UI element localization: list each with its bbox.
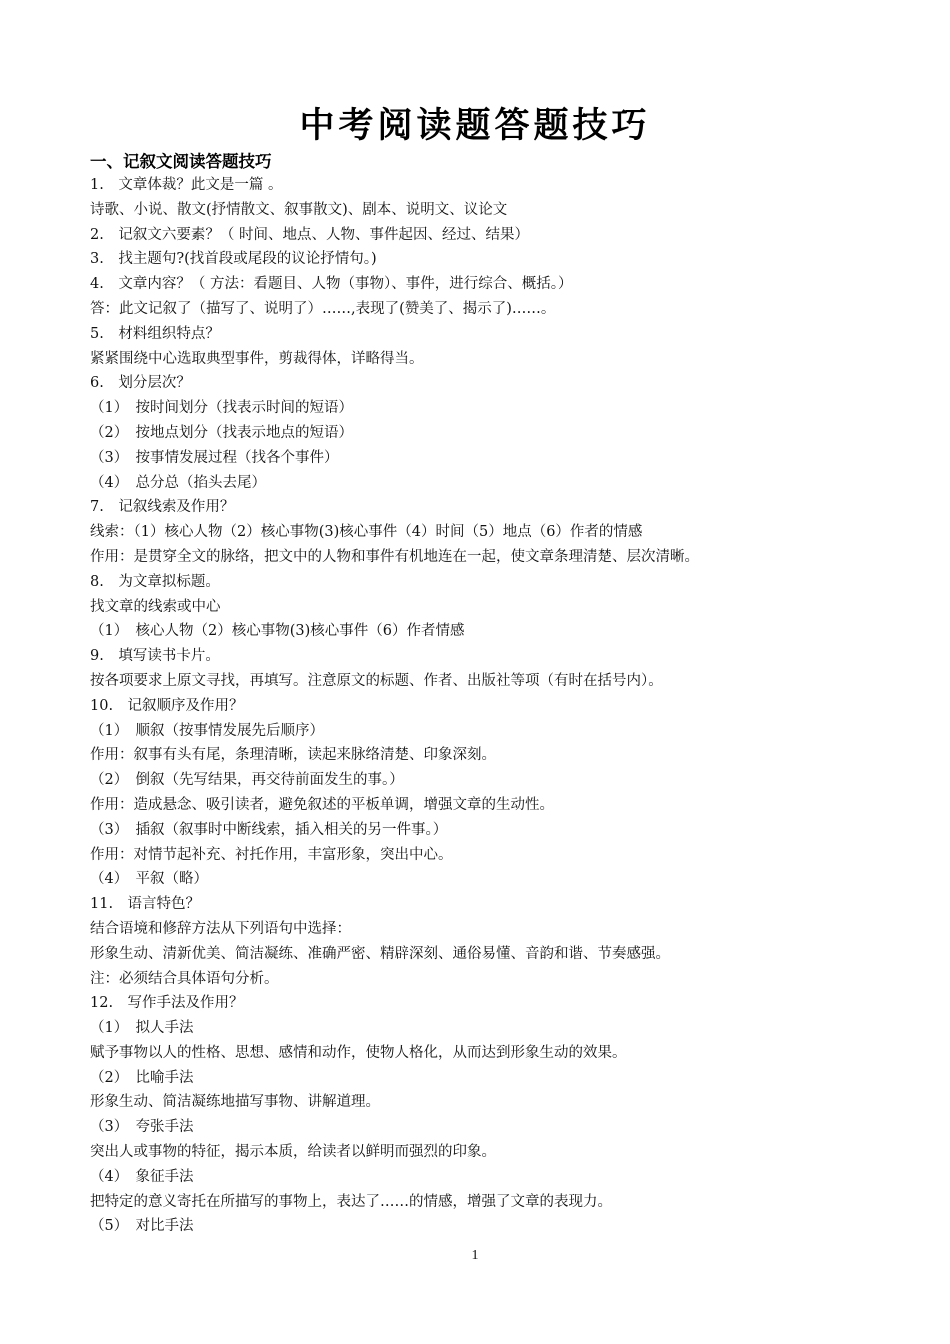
text-line: （4） 平叙（略） [90,871,208,888]
text-line: 1. 文章体裁？此文是一篇 。 [90,177,283,193]
document-title: 中考阅读题答题技巧 [299,105,651,146]
text-line: 紧紧围绕中心选取典型事件，剪裁得体，详略得当。 [90,350,424,367]
text-line: （1） 按时间划分（找表示时间的短语） [90,400,353,417]
text-line: 赋予事物以人的性格、思想、感情和动作，使物人格化，从而达到形象生动的效果。 [90,1044,627,1061]
text-line: 4. 文章内容？（ 方法：看题目、人物（事物）、事件，进行综合、概括。） [90,276,573,293]
text-line: 注：必须结合具体语句分析。 [90,970,279,987]
text-line: 把特定的意义寄托在所描写的事物上，表达了……的情感，增强了文章的表现力。 [90,1193,612,1210]
text-line: 作用：是贯穿全文的脉络，把文中的人物和事件有机地连在一起，使文章条理清楚、层次清晰。 [90,548,699,565]
text-line: 6. 划分层次？ [90,375,191,392]
page-number: 1 [471,1248,479,1263]
text-line: （2） 比喻手法 [90,1069,194,1086]
text-line: 作用：叙事有头有尾，条理清晰，读起来脉络清楚、印象深刻。 [90,747,496,764]
text-line: 5. 材料组织特点？ [90,325,220,342]
text-line: 3. 找主题句?(找首段或尾段的议论抒情句。) [90,251,377,268]
text-line: （2） 按地点划分（找表示地点的短语） [90,424,353,441]
text-line: （3） 按事情发展过程（找各个事件） [90,449,339,466]
text-line: （4） 总分总（掐头去尾） [90,474,266,491]
text-line: 作用：造成悬念、吸引读者，避免叙述的平板单调，增强文章的生动性。 [90,796,554,813]
text-line: 11. 语言特色？ [90,896,201,913]
text-line: （1） 顺叙（按事情发展先后顺序） [90,722,324,739]
text-line: （1） 核心人物（2）核心事物(3)核心事件（6）作者情感 [90,623,465,640]
content-lines [90,173,890,1239]
text-line: 形象生动、清新优美、简洁凝练、准确严密、精辟深刻、通俗易懂、音韵和谐、节奏感强。 [90,945,670,962]
text-line: 12. 写作手法及作用？ [90,995,244,1012]
text-line: 8. 为文章拟标题。 [90,573,220,590]
text-line: （4） 象征手法 [90,1168,194,1185]
text-line: 10. 记叙顺序及作用？ [90,697,244,714]
text-line: 找文章的线索或中心 [90,598,221,615]
text-line: （3） 夸张手法 [90,1119,194,1136]
text-line: 7. 记叙线索及作用？ [90,499,235,516]
text-line: 突出人或事物的特征，揭示本质，给读者以鲜明而强烈的印象。 [90,1144,496,1161]
text-line: 诗歌、小说、散文(抒情散文、叙事散文)、剧本、说明文、议论文 [90,201,508,218]
text-line: 形象生动、简洁凝练地描写事物、讲解道理。 [90,1094,380,1111]
text-line: （3） 插叙（叙事时中断线索，插入相关的另一件事。） [90,821,448,838]
text-line: 9. 填写读书卡片。 [90,648,220,665]
text-line: 结合语境和修辞方法从下列语句中选择： [90,920,351,937]
text-line: 2. 记叙文六要素？（ 时间、地点、人物、事件起因、经过、结果） [90,226,529,243]
text-line: 作用：对情节起补充、衬托作用，丰富形象，突出中心。 [90,846,453,863]
section-heading: 一、记叙文阅读答题技巧 [90,152,272,171]
text-line: （1） 拟人手法 [90,1020,194,1037]
text-line: （2） 倒叙（先写结果，再交待前面发生的事。） [90,772,404,789]
text-line: 答：此文记叙了（描写了、说明了）……,表现了(赞美了、揭示了)……。 [90,300,556,317]
text-line: 按各项要求上原文寻找，再填写。注意原文的标题、作者、出版社等项（有时在括号内）。 [90,672,663,689]
text-line: （5） 对比手法 [90,1218,194,1235]
text-line: 线索：（1）核心人物（2）核心事物(3)核心事件（4）时间（5）地点（6）作者的情感 [90,524,643,541]
